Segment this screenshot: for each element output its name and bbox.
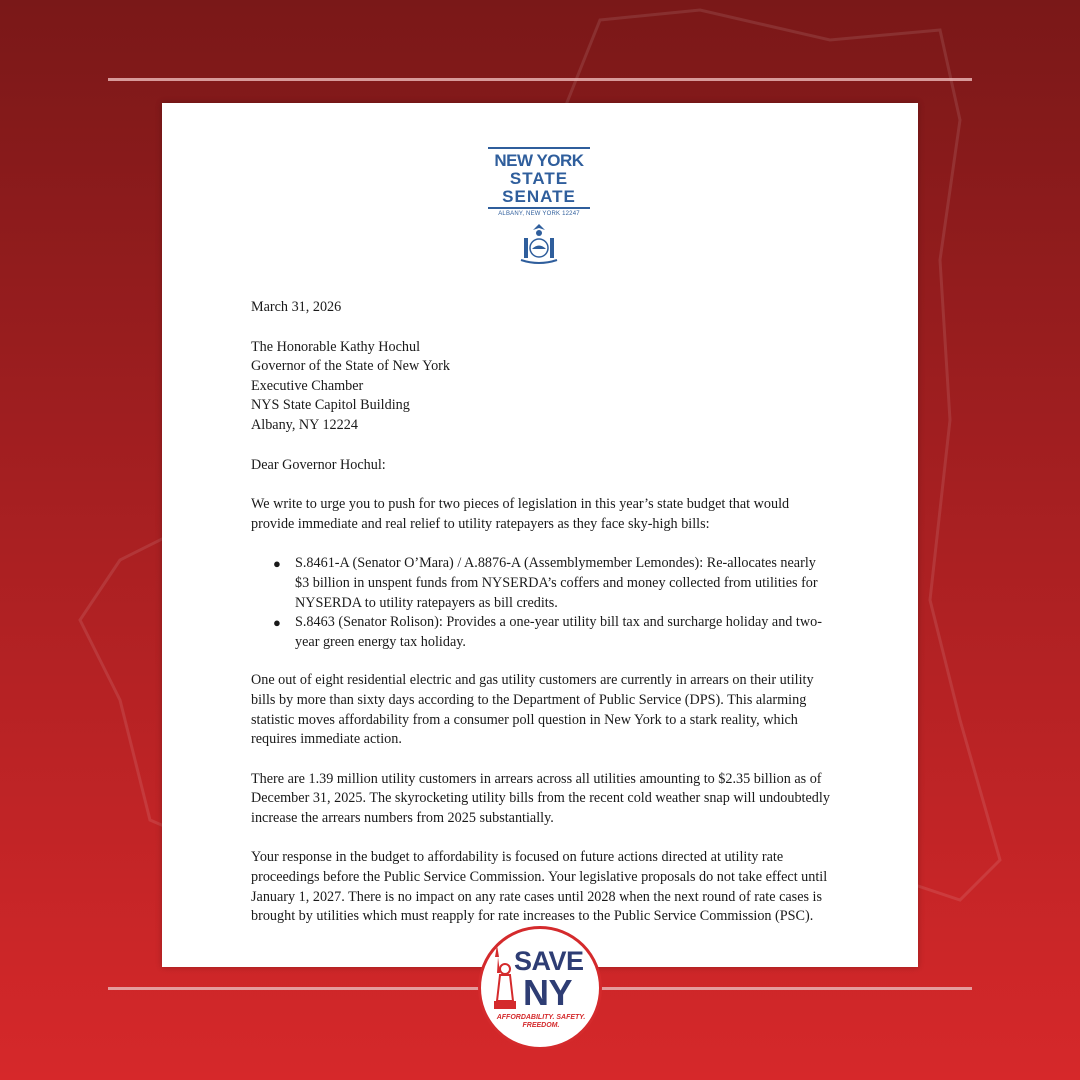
letterhead-address: ALBANY, NEW YORK 12247 xyxy=(498,211,580,217)
logo-tagline: FREEDOM. xyxy=(522,1022,560,1029)
logo-save-text: SAVE xyxy=(514,946,584,976)
recipient-address xyxy=(251,338,831,436)
letterhead-line1: NEW YORK xyxy=(494,151,584,170)
bullet-icon: ● xyxy=(273,556,281,572)
recipient-line: Executive Chamber xyxy=(251,377,364,394)
recipient-line: Albany, NY 12224 xyxy=(251,416,358,433)
senate-letterhead xyxy=(484,147,594,277)
list-item-text: S.8461-A (Senator O’Mara) / A.8876-A (Assemblymember Lemondes): Re-allocates nearly $3 billion in unspent funds from NYSERDA’s coffers and money collected from utilities for NYSERDA to utility ratepayers as bill credits. xyxy=(295,555,818,611)
letter-body xyxy=(251,298,831,947)
recipient-line: NYS State Capitol Building xyxy=(251,397,410,414)
letter-date: March 31, 2026 xyxy=(251,299,342,315)
recipient-line: The Honorable Kathy Hochul xyxy=(251,338,421,355)
letterhead-line2: STATE xyxy=(509,169,569,188)
top-divider xyxy=(108,78,972,81)
list-item-text: S.8463 (Senator Rolison): Provides a one-year utility bill tax and surcharge holiday and two-year green energy tax holiday. xyxy=(295,614,822,650)
list-item xyxy=(251,554,831,613)
list-item xyxy=(251,613,831,652)
letter-page xyxy=(162,103,918,967)
bullet-icon: ● xyxy=(273,615,281,631)
paragraph-arrears: One out of eight residential electric and gas utility customers are currently in arrears on their utility bills by more than sixty days according to the Department of Public Service (DPS). This alarming statistic moves affordability from a consumer poll question in New York to a stark reality, which requires immediate action. xyxy=(251,672,814,748)
state-seal-icon xyxy=(516,220,562,266)
logo-ny-text: NY xyxy=(523,972,573,1013)
salutation: Dear Governor Hochul: xyxy=(251,456,386,473)
logo-tagline: AFFORDABILITY. SAFETY. xyxy=(496,1014,586,1021)
recipient-line: Governor of the State of New York xyxy=(251,358,450,375)
letterhead-line3: SENATE xyxy=(502,187,576,206)
paragraph-response: Your response in the budget to affordability is focused on future actions directed at utility rate proceedings before the Public Service Commission. Your legislative proposals do not take effect until January 1, 2027. There is no impact on any rate cases until 2028 when the next round of rate cases is brought by utilities which must reapply for rate increases to the Public Service Commission (PSC). xyxy=(251,849,828,925)
save-ny-logo xyxy=(478,926,602,1050)
legislation-list xyxy=(251,554,831,652)
intro-paragraph: We write to urge you to push for two pieces of legislation in this year’s state budget that would provide immediate and real relief to utility ratepayers as they face sky-high bills: xyxy=(251,496,790,532)
senate-wordmark xyxy=(488,147,590,209)
paragraph-statistics: There are 1.39 million utility customers in arrears across all utilities amounting to $2.35 billion as of December 31, 2025. The skyrocketing utility bills from the recent cold weather snap will undoubtedly increase the arrears numbers from 2025 substantially. xyxy=(251,770,830,826)
